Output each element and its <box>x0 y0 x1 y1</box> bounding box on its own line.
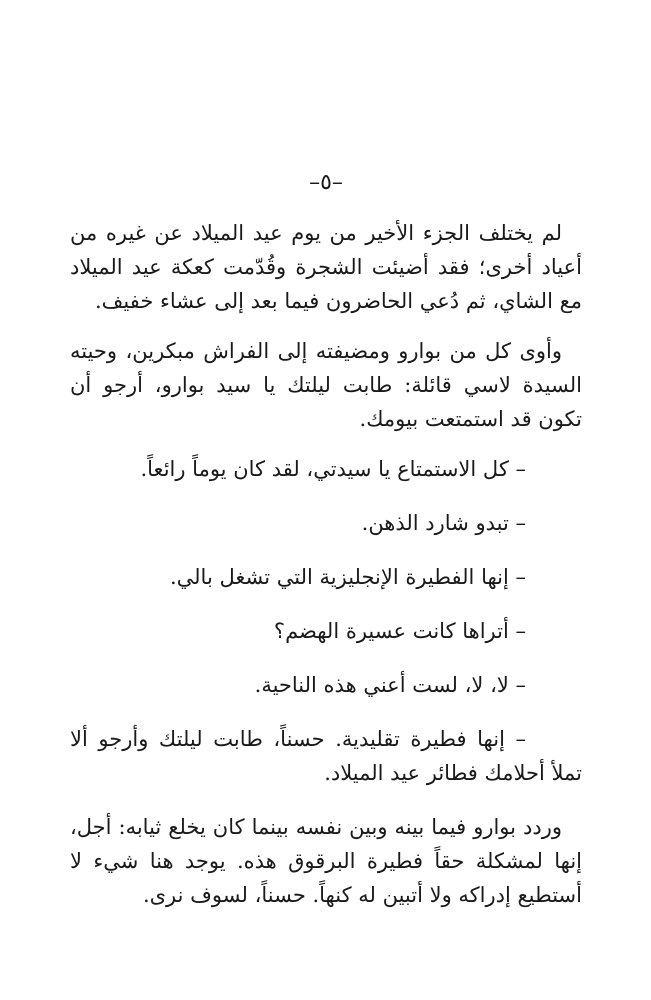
dialogue-line-3: – إنها الفطيرة الإنجليزية التي تشغل بالي. <box>169 565 526 589</box>
dialogue-line-4: – أتراها كانت عسيرة الهضم؟ <box>273 619 526 643</box>
dialogue-line-5: – لا، لا، لست أعني هذه الناحية. <box>254 673 526 697</box>
dialogue-line-6: – إنها فطيرة تقليدية. حسناً، طابت ليلتك وأرجو ألا تملأ أحلامك فطائر عيد الميلاد. <box>70 727 582 785</box>
book-page <box>70 168 582 928</box>
paragraph-christmas-evening: لم يختلف الجزء الأخير من يوم عيد الميلاد عن غيره من أعياد أخرى؛ فقد أضيئت الشجرة وقُدّمت كعكة عيد الميلاد مع الشاي، ثم دُعي الحاضرون فيما بعد إلى عشاء خفيف. <box>70 221 582 313</box>
dialogue-line-1: – كل الاستمتاع يا سيدتي، لقد كان يوماً رائعاً. <box>140 457 526 481</box>
paragraph-going-to-bed: وأوى كل من بوارو ومضيفته إلى الفراش مبكرين، وحيته السيدة لاسي قائلة: طابت ليلتك يا سيد بوارو، أرجو أن تكون قد استمتعت بيومك. <box>70 339 582 431</box>
dialogue-line-2: – تبدو شارد الذهن. <box>361 511 526 535</box>
paragraph-closing: وردد بوارو فيما بينه وبين نفسه بينما كان يخلع ثيابه: أجل، إنها لمشكلة حقاً فطيرة البرقوق هذه. يوجد هنا شيء لا أستطيع إدراكه ولا أتبين له كنهاً. حسناً، لسوف نرى. <box>70 815 582 907</box>
page-number: –٥– <box>309 170 343 195</box>
